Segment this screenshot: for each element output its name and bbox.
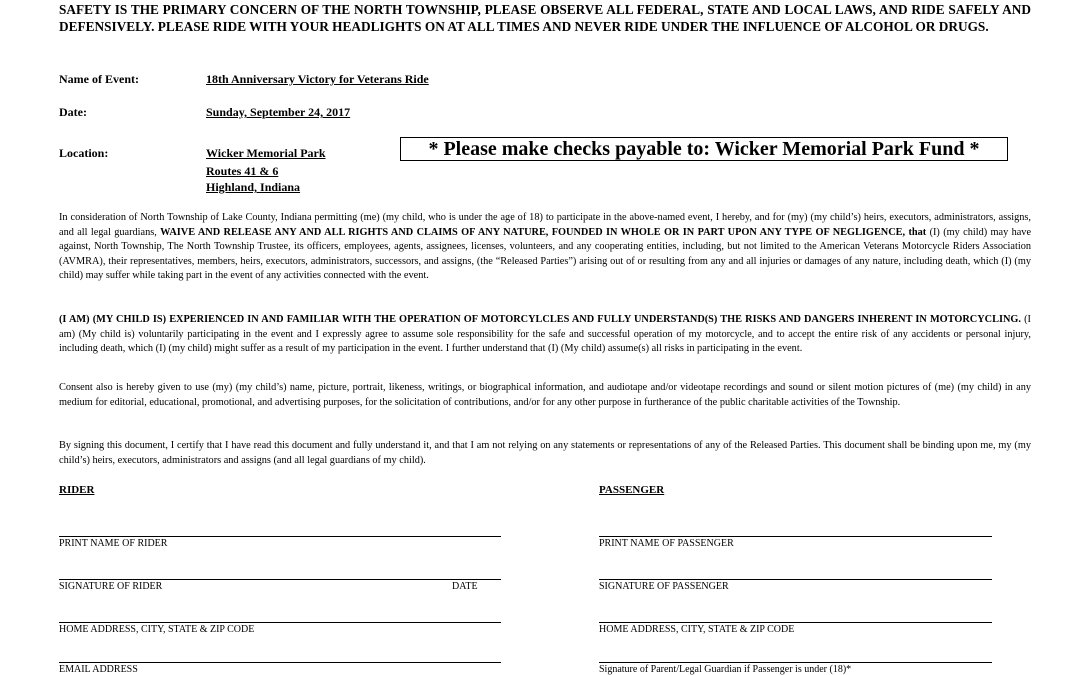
passenger-signature-line[interactable] <box>599 579 992 580</box>
checks-payable-notice: * Please make checks payable to: Wicker Memorial Park Fund * <box>400 137 1008 161</box>
rider-print-name-caption: PRINT NAME OF RIDER <box>59 538 168 549</box>
event-name-label: Name of Event: <box>59 72 139 86</box>
guardian-signature-line[interactable] <box>599 662 992 663</box>
passenger-heading: PASSENGER <box>599 484 665 496</box>
guardian-signature-caption: Signature of Parent/Legal Guardian if Passenger is under (18)* <box>599 664 852 675</box>
safety-notice: SAFETY IS THE PRIMARY CONCERN OF THE NORTH TOWNSHIP, PLEASE OBSERVE ALL FEDERAL, STATE AND LOCAL LAWS, AND RIDE SAFELY AND DEFENSIVELY. PLEASE RIDE WITH YOUR HEADLIGHTS ON AT ALL TIMES AND NEVER RIDE UNDER THE INFLUENCE OF ALCOHOL OR DRUGS. <box>59 2 1031 34</box>
experience-paragraph <box>59 313 1031 357</box>
rider-email-caption: EMAIL ADDRESS <box>59 664 138 675</box>
rider-address-caption: HOME ADDRESS, CITY, STATE & ZIP CODE <box>59 624 255 635</box>
passenger-address-caption: HOME ADDRESS, CITY, STATE & ZIP CODE <box>599 624 795 635</box>
passenger-signature-caption: SIGNATURE OF PASSENGER <box>599 581 729 592</box>
rider-date-caption: DATE <box>452 581 478 592</box>
passenger-print-name-caption: PRINT NAME OF PASSENGER <box>599 538 734 549</box>
rider-heading: RIDER <box>59 484 95 496</box>
event-location-line2: Routes 41 & 6 <box>206 164 279 178</box>
consent-paragraph: Consent also is hereby given to use (my) (my child’s) name, picture, portrait, likeness, writings, or biographical information, and audiotape and/or videotape recordings and sound or silent motion pictures of (me) (my child) in any medium for editorial, educational, promotional, and advertising purposes, for the solicitation of contributions, and/or for any other purpose in furtherance of the public charitable activities of the Township. <box>59 382 1031 408</box>
event-date-label: Date: <box>59 105 87 119</box>
rider-address-line[interactable] <box>59 622 501 623</box>
rider-email-line[interactable] <box>59 662 501 663</box>
rider-print-name-line[interactable] <box>59 536 501 537</box>
event-location-line1: Wicker Memorial Park <box>206 146 326 160</box>
waiver-text-b: WAIVE AND RELEASE ANY AND ALL RIGHTS AND CLAIMS OF ANY NATURE, FOUNDED IN WHOLE OR IN PART UPON ANY TYPE OF NEGLIGENCE, that <box>160 226 927 238</box>
rider-signature-caption: SIGNATURE OF RIDER <box>59 581 163 592</box>
event-date-value: Sunday, September 24, 2017 <box>206 105 351 119</box>
event-name-value: 18th Anniversary Victory for Veterans Ride <box>206 72 429 86</box>
experience-text-a: (I AM) (MY CHILD IS) EXPERIENCED IN AND FAMILIAR WITH THE OPERATION OF MOTORCYLCLES AND FULLY UNDERSTAND(S) THE RISKS AND DANGERS INHERENT IN MOTORCYCLING. <box>59 314 1021 325</box>
rider-signature-line[interactable] <box>59 579 501 580</box>
waiver-text-a: In consideration of North Township of Lake County, Indiana permitting (me) (my child, who is under the age of 18) to participate in the above-named event, I hereby, and for (my) (my child’s) heirs, executors, administrators, assigns, and all legal guardians, <box>59 212 1031 238</box>
passenger-print-name-line[interactable] <box>599 536 992 537</box>
event-location-label: Location: <box>59 146 109 160</box>
waiver-paragraph <box>59 211 1031 284</box>
waiver-text-c: (I) (my child) may have against, North Township, The North Township Trustee, its officers, employees, agents, assignees, licenses, volunteers, and any cooperating entities, including, but not limited to the American Veterans Motorcycle Riders Association (AVMRA), their representatives, members, heirs, executors, administrators, successors, and assigns, (the “Released Parties”) arising out of or resulting from any and all injuries or damages of any nature, including death, which (I) (my child) may suffer while taking part in the event of any activities connected with the event. <box>59 226 1032 281</box>
experience-text-b: (I am) (My child is) voluntarily participating in the event and I expressly agree to assume sole responsibility for the safe and successful operation of my motorcycle, and to accept the entire risk of any accidents or personal injury, including death, which (I) (my child) might suffer as a result of my participation in the event. I further understand that (I) (My child) assume(s) all risks in participating in the event. <box>59 314 1031 354</box>
passenger-address-line[interactable] <box>599 622 992 623</box>
event-location-line3: Highland, Indiana <box>206 180 301 194</box>
certify-paragraph: By signing this document, I certify that I have read this document and fully understand it, and that I am not relying on any statements or representations of any of the Released Parties. This document shall be binding upon me, my (my child’s) heirs, executors, administrators and assigns (and all legal guardians of my child). <box>59 440 1031 466</box>
